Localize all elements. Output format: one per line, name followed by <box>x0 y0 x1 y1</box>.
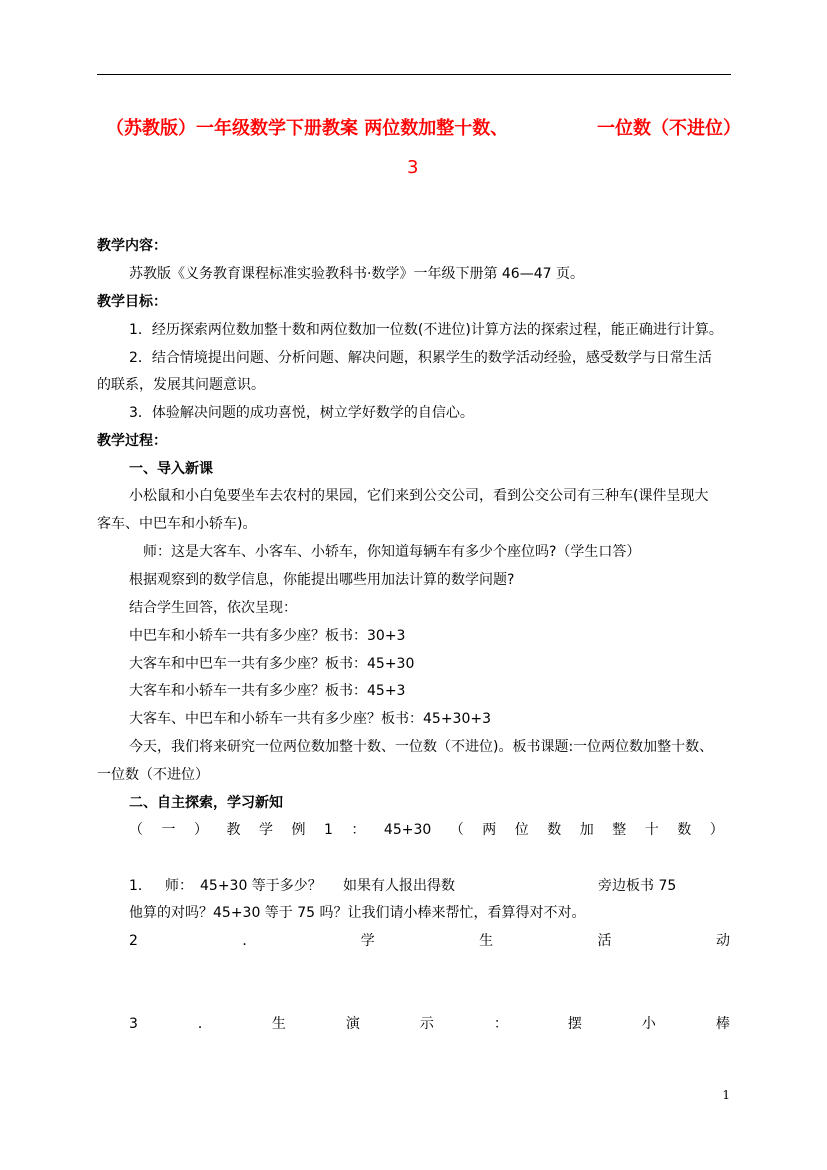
observe-question: 根据观察到的数学信息，你能提出哪些用加法计算的数学问题? <box>129 572 515 588</box>
title-part1: （苏教版）一年级数学下册教案 两位数加整十数、 <box>106 118 509 139</box>
step-1-follow: 他算的对吗？45+30 等于 75 吗？让我们请小棒来帮忙，看算得对不对。 <box>129 905 586 921</box>
question-1: 中巴车和小轿车一共有多少座？板书：30+3 <box>129 628 406 644</box>
step-2-char: ． <box>242 933 257 949</box>
example-char: 整 <box>612 822 627 838</box>
section-1-heading: 一、导入新课 <box>129 461 213 477</box>
question-3: 大客车和小轿车一共有多少座？板书：45+3 <box>129 683 406 699</box>
example-char: （ <box>129 822 143 838</box>
example-char: 十 <box>644 822 659 838</box>
content-heading: 教学内容： <box>97 238 167 254</box>
step-3-char: 演 <box>345 1016 360 1032</box>
step-3-char: ： <box>493 1016 508 1032</box>
step-3-char: 棒 <box>715 1016 730 1032</box>
example-char: 数 <box>547 822 562 838</box>
step-2-char: 活 <box>597 933 612 949</box>
goal-3: 3．体验解决问题的成功喜悦，树立学好数学的自信心。 <box>129 405 474 421</box>
page-number: 1 <box>722 1088 730 1102</box>
example-char: 45+30 <box>383 822 432 838</box>
goals-heading: 教学目标： <box>97 294 167 310</box>
step-1-expression: 45+30 等于多少？ <box>200 878 322 894</box>
intro-line-2: 客车、中巴车和小轿车)。 <box>97 516 257 532</box>
goal-2-line-2: 的联系，发展其问题意识。 <box>97 377 265 393</box>
teacher-question: 师：这是大客车、小客车、小轿车，你知道每辆车有多少个座位吗?（学生口答） <box>143 544 641 560</box>
step-3-char: 3 <box>129 1016 138 1032</box>
header-rule <box>97 74 731 75</box>
example-char: 加 <box>579 822 594 838</box>
question-2: 大客车和中巴车一共有多少座？板书：45+30 <box>129 656 415 672</box>
example-char: 位 <box>514 822 529 838</box>
question-4: 大客车、中巴车和小轿车一共有多少座？板书：45+30+3 <box>129 711 491 727</box>
title-part3: 3 <box>407 157 419 178</box>
process-heading: 教学过程： <box>97 433 167 449</box>
example-char: 例 <box>291 822 306 838</box>
example-char: ） <box>709 822 724 838</box>
step-2-char: 动 <box>715 933 730 949</box>
today-line-1: 今天，我们将来研究一位两位数加整十数、一位数（不进位)。板书课题:一位两位数加整十数、 <box>129 739 714 755</box>
step-3-char: 生 <box>271 1016 286 1032</box>
intro-line-1: 小松鼠和小白兔要坐车去农村的果园，它们来到公交公司，看到公交公司有三种车(课件呈现大 <box>129 488 709 504</box>
title-part2: 一位数（不进位） <box>597 118 741 139</box>
example-char: 1 <box>324 822 333 838</box>
step-3-char: 示 <box>419 1016 434 1032</box>
example-char: （ <box>449 822 464 838</box>
goal-1: 1．经历探索两位数加整十数和两位数加一位数(不进位)计算方法的探索过程，能正确进行计算。 <box>129 322 723 338</box>
step-2-char: 2 <box>129 933 138 949</box>
example-char: ） <box>194 822 208 838</box>
step-3-row <box>129 1014 730 1034</box>
example-heading-row <box>129 820 724 840</box>
example-char: 数 <box>677 822 692 838</box>
step-3-char: ． <box>197 1016 212 1032</box>
example-char: 学 <box>259 822 273 838</box>
step-3-char: 小 <box>641 1016 656 1032</box>
step-1-right: 旁边板书 75 <box>598 878 677 894</box>
combine-text: 结合学生回答，依次呈现： <box>129 600 297 616</box>
step-1-teacher: 师： <box>165 878 193 894</box>
content-text: 苏教版《义务教育课程标准实验教科书·数学》一年级下册第 46—47 页。 <box>129 266 584 282</box>
goal-2-line-1: 2．结合情境提出问题、分析问题、解决问题，积累学生的数学活动经验，感受数学与日常生活 <box>129 350 712 366</box>
example-char: ： <box>351 822 366 838</box>
step-3-char: 摆 <box>567 1016 582 1032</box>
example-char: 教 <box>226 822 241 838</box>
step-1-number: 1． <box>129 878 152 894</box>
step-2-row <box>129 931 730 951</box>
step-2-char: 学 <box>360 933 375 949</box>
step-1-middle: 如果有人报出得数 <box>343 878 455 894</box>
today-line-2: 一位数（不进位） <box>97 767 209 783</box>
example-char: 一 <box>161 822 176 838</box>
section-2-heading: 二、自主探索，学习新知 <box>129 795 283 811</box>
example-char: 两 <box>482 822 497 838</box>
step-2-char: 生 <box>479 933 494 949</box>
